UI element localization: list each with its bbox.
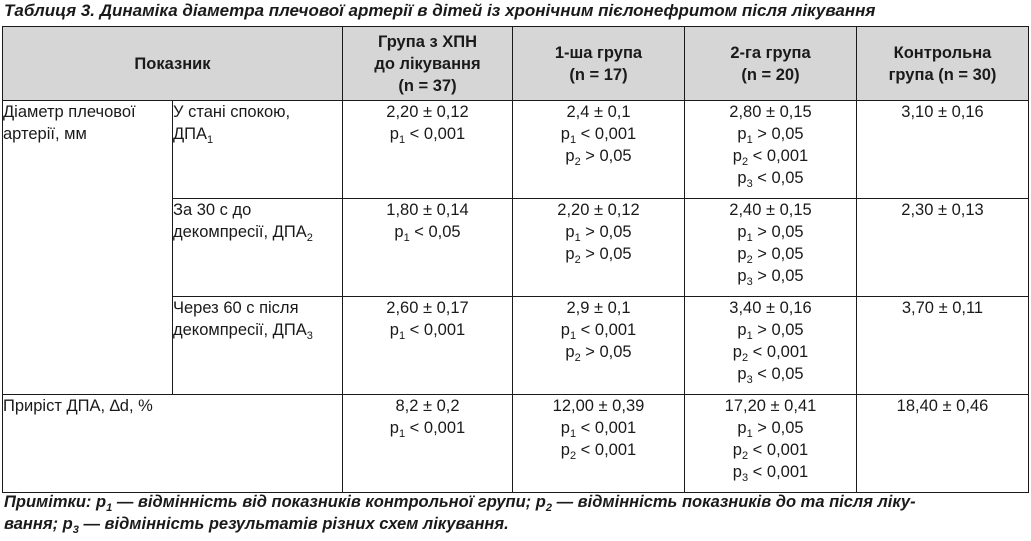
cell-col4: 2,30 ± 0,13 <box>857 199 1029 297</box>
header-col3: 2-га група (n = 20) <box>685 27 857 101</box>
cell-col1: 2,20 ± 0,12 $p_1 < 0,001$ <box>343 101 513 199</box>
table-caption: Таблиця 3. Динаміка діаметра плечової артерії в дітей із хронічним пієлонефритом після лікування <box>4 1 876 20</box>
cell-col3: 2,80 ± 0,15 $p_1 > 0,05$ $p_2 < 0,001$ $p_3 < 0,05$ <box>685 101 857 199</box>
header-col2: 1-ша група (n = 17) <box>513 27 685 101</box>
cell-col1: 2,60 ± 0,17 $p_1 < 0,001$ <box>343 297 513 395</box>
cell-col4: 18,40 ± 0,46 <box>857 395 1029 493</box>
table-row <box>3 101 1029 199</box>
cell-col4: 3,70 ± 0,11 <box>857 297 1029 395</box>
table-notes: Примітки: $p_1$ — відмінність від показників контрольної групи; $p_2$ — відмінність показників до та після ліку- вання; $p_3$ — відмінність результатів різних схем лікування. <box>4 493 916 536</box>
cell-col2: 2,4 ± 0,1 $p_1 < 0,001$ $p_2 > 0,05$ <box>513 101 685 199</box>
row-label: Через 60 с після декомпресії, $ДПА_3$ <box>173 297 343 395</box>
row-label: У стані спокою, $ДПА_1$ <box>173 101 343 199</box>
header-col1: Група з ХПН до лікування (n = 37) <box>343 27 513 101</box>
cell-col1: 1,80 ± 0,14 $p_1 < 0,05$ <box>343 199 513 297</box>
cell-col2: 2,20 ± 0,12 $p_1 > 0,05$ $p_2 > 0,05$ <box>513 199 685 297</box>
row-label: За 30 с до декомпресії, $ДПА_2$ <box>173 199 343 297</box>
cell-col2: 2,9 ± 0,1 $p_1 < 0,001$ $p_2 > 0,05$ <box>513 297 685 395</box>
cell-col3: 3,40 ± 0,16 $p_1 > 0,05$ $p_2 < 0,001$ $p_3 < 0,05$ <box>685 297 857 395</box>
cell-col2: 12,00 ± 0,39 $p_1 < 0,001$ $p_2 < 0,001$ <box>513 395 685 493</box>
cell-col4: 3,10 ± 0,16 <box>857 101 1029 199</box>
row-label: Приріст ДПА, ∆d, % <box>3 395 343 493</box>
header-row <box>3 27 1029 101</box>
header-indicator: Показник <box>3 27 343 101</box>
group-label: Діаметр плечової артерії, мм <box>3 101 173 395</box>
cell-col3: 2,40 ± 0,15 $p_1 > 0,05$ $p_2 > 0,05$ $p_3 > 0,05$ <box>685 199 857 297</box>
data-table <box>2 26 1029 493</box>
cell-col1: 8,2 ± 0,2 $p_1 < 0,001$ <box>343 395 513 493</box>
cell-col3: 17,20 ± 0,41 $p_1 > 0,05$ $p_2 < 0,001$ $p_3 < 0,001$ <box>685 395 857 493</box>
header-col4: Контрольна група (n = 30) <box>857 27 1029 101</box>
table-row <box>3 395 1029 493</box>
